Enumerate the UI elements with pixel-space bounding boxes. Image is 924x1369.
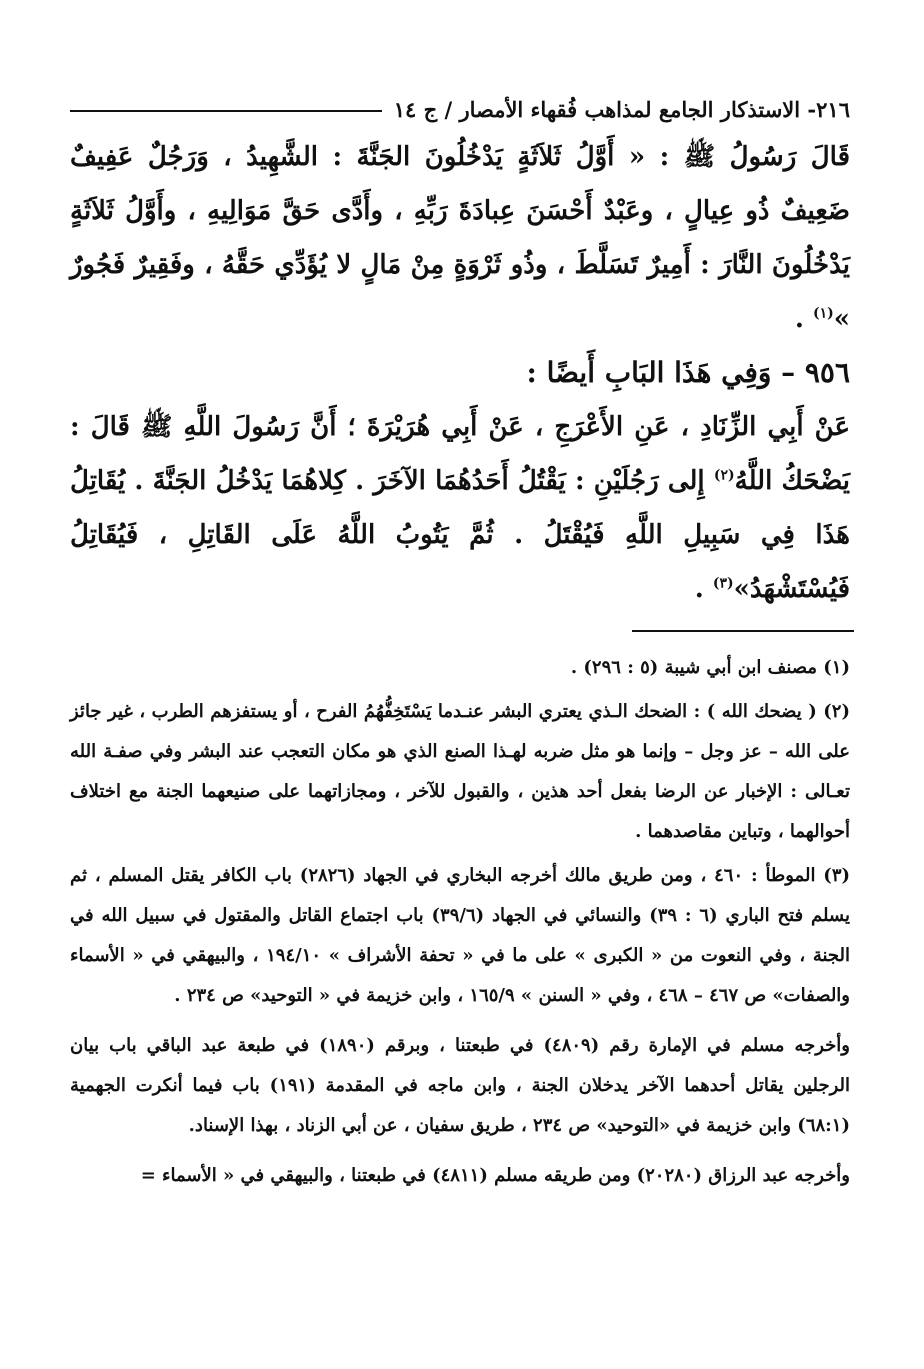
- hadith-2-text-a: عَنْ أَبِي الزِّنَادِ ، عَنِ الأَعْرَجِ ، عَنْ أَبِي هُرَيْرَةَ ؛ أَنَّ رَسُولَ اللَّهِ ﷺ قَالَ : يَضْحَكُ اللَّهُ: [70, 412, 850, 496]
- footnote-ref-2: (٢): [713, 467, 735, 484]
- footnote-3: (٣) الموطأ : ٤٦٠ ، ومن طريق مالك أخرجه البخاري في الجهاد (٢٨٢٦) باب الكافر يقتل المسلم ، ثم يسلم فتح الباري (٦ : ٣٩) والنسائي في الجهاد (٣٩/٦) باب اجتماع القاتل والمقتول في سبيل الله في الجنة ، وفي النعوت من « الكبرى » على ما في « تحفة الأشراف » ١٩٤/١٠ ، والبيهقي في « الأسماء والصفات» ص ٤٦٧ – ٤٦٨ ، وفي « السنن » ١٦٥/٩ ، وابن خزيمة في « التوحيد» ص ٢٣٤ .: [70, 865, 851, 1006]
- footnotes: [70, 648, 850, 1196]
- running-title: ٢١٦- الاستذكار الجامع لمذاهب فُقهاء الأمصار / ج ١٤: [393, 97, 850, 122]
- hadith-paragraph-1: [70, 130, 850, 346]
- hadith-1-end: .: [794, 304, 813, 334]
- footnote-ref-3: (٣): [712, 575, 734, 592]
- footnote-1: (١) مصنف ابن أبي شيبة (٥ : ٢٩٦) .: [570, 657, 850, 678]
- hadith-2-text-b: إِلى رَجُلَيْنِ : يَقْتُلُ أَحَدُهُمَا الآخَرَ . كِلاهُمَا يَدْخُلُ الجَنَّةَ . يُقَاتِلُ هَذَا فِي سَبِيلِ اللَّهِ فَيُقْتَلُ . ثُمَّ يَتُوبُ اللَّهُ عَلَى القَاتِلِ ، فَيُقَاتِلُ فَيُسْتَشْهَدُ»: [70, 466, 850, 604]
- footnote-ref-1: (١): [812, 305, 834, 322]
- section-heading: ٩٥٦ – وَفِي هَذَا البَابِ أَيضًا :: [526, 356, 850, 389]
- page-header: [70, 88, 850, 122]
- hadith-1-text: قَالَ رَسُولُ ﷺ : « أَوَّلُ ثَلاَثَةٍ يَدْخُلُونَ الجَنَّةَ : الشَّهِيدُ ، وَرَجُلٌ عَفِيفٌ ضَعِيفٌ ذُو عِيالٍ ، وعَبْدٌ أَحْسَنَ عِبادَةَ رَبِّهِ ، وأَدَّى حَقَّ مَوَالِيهِ ، وأَوَّلُ ثَلاَثَةٍ يَدْخُلُونَ النَّارَ : أَمِيرٌ تَسَلَّطَ ، وذُو ثَرْوَةٍ مِنْ مَالٍ لا يُؤَدِّي حَقَّهُ ، وفَقِيرٌ فَجُورٌ »: [70, 142, 850, 334]
- footnote-3-paragraph-3: وأخرجه عبد الرزاق (٢٠٢٨٠) ومن طريقه مسلم (٤٨١١) في طبعتنا ، والبيهقي في « الأسماء =: [140, 1165, 850, 1186]
- footnote-3-paragraph-2: وأخرجه مسلم في الإمارة رقم (٤٨٠٩) في طبعتنا ، وبرقم (١٨٩٠) في طبعة عبد الباقي باب بيان الرجلين يقاتل أحدهما الآخر يدخلان الجنة ، وابن ماجه في المقدمة (١٩١) باب فيما أنكرت الجهمية (٦٨:١) وابن خزيمة في «التوحيد» ص ٢٣٤ ، طريق سفيان ، عن أبي الزناد ، بهذا الإسناد.: [70, 1035, 850, 1136]
- footnote-separator: [632, 630, 854, 632]
- header-rule: [70, 110, 382, 112]
- hadith-paragraph-2: [70, 400, 850, 616]
- hadith-2-end: .: [694, 574, 713, 604]
- main-text: [70, 130, 850, 616]
- footnote-2: (٢) ( يضحك الله ) : الضحك الـذي يعتري البشر عنـدما يَسْتَخِفُّهُمُ الفرح ، أو يستفزهم الطرب ، غير جائز على الله – عز وجل – وإنما هو مثل ضربه لهـذا الصنع الذي هو مكان التعجب عند البشر وفي صفـة الله تعـالى : الإخبار عن الرضا بفعل أحد هذين ، والقبول للآخر ، ومجازاتهما على صنيعهما الجنة مع اختلاف أحوالهما ، وتباين مقاصدهما .: [70, 701, 850, 842]
